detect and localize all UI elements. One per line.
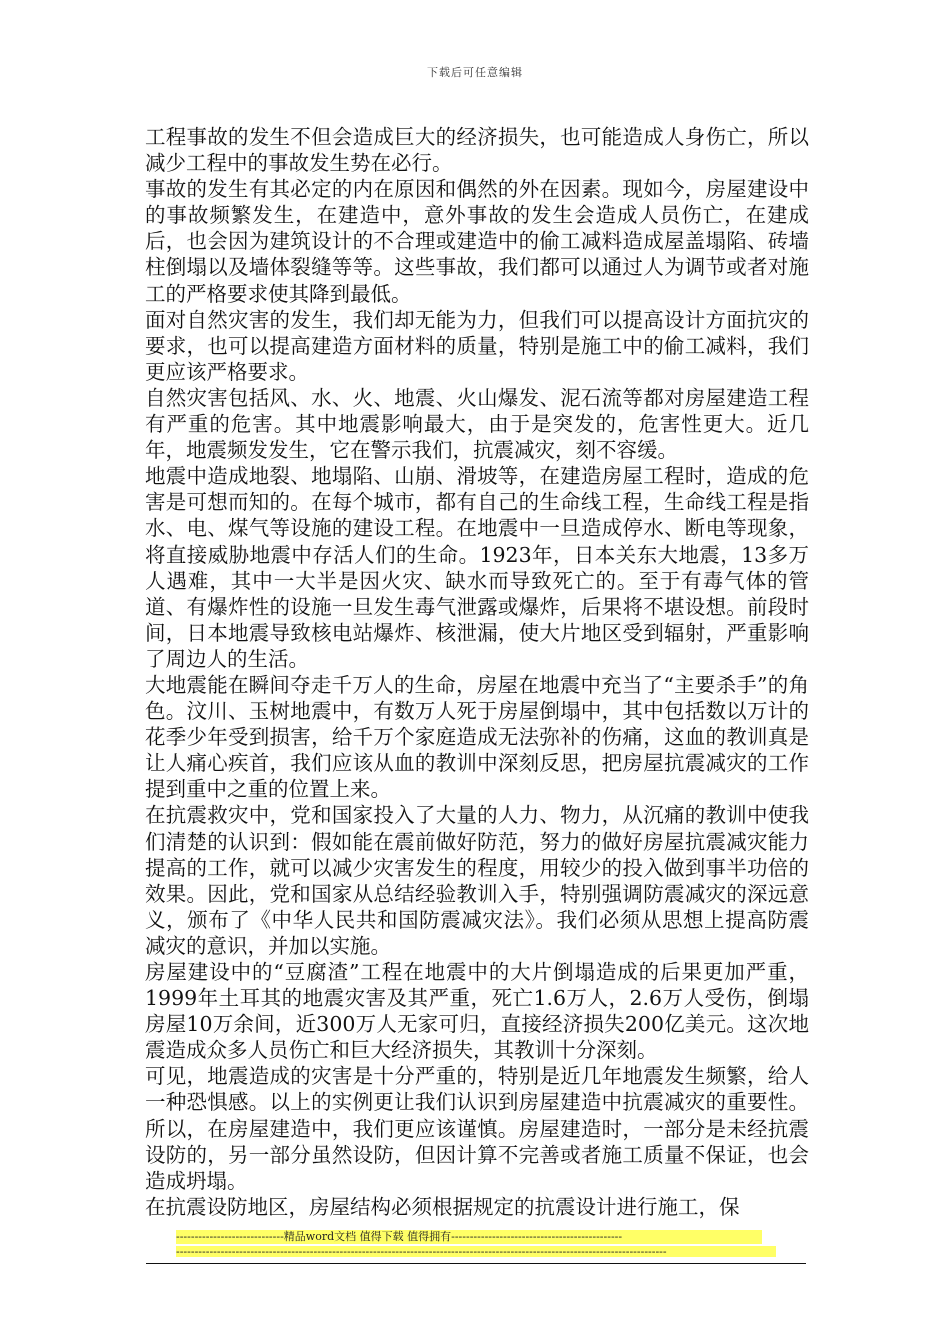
paragraph: 可见，地震造成的灾害是十分严重的，特别是近几年地震发生频繁，给人一种恐惧感。以上的实例更让我们认识到房屋建造中抗震减灾的重要性。所以，在房屋建造中，我们更应该谨慎。房屋建造时，一部分是未经抗震设防的，另一部分虽然设防，但因计算不完善或者施工质量不保证，也会造成坍塌。 bbox=[145, 1064, 809, 1193]
document-body bbox=[145, 124, 809, 1220]
footer-banner-text: -----------------------------精品word文档 值得下载 值得拥有---------------------------------------------- bbox=[176, 1230, 762, 1244]
paragraph: 在抗震救灾中，党和国家投入了大量的人力、物力，从沉痛的教训中使我们清楚的认识到：假如能在震前做好防范，努力的做好房屋抗震减灾能力提高的工作，就可以减少灾害发生的程度，用较少的投入做到事半功倍的效果。因此，党和国家从总结经验教训入手，特别强调防震减灾的深远意义，颁布了《中华人民共和国防震减灾法》。我们必须从思想上提高防震减灾的意识，并加以实施。 bbox=[145, 803, 809, 958]
paragraph: 房屋建设中的“豆腐渣”工程在地震中的大片倒塌造成的后果更加严重，1999年土耳其的地震灾害及其严重，死亡1.6万人，2.6万人受伤，倒塌房屋10万余间，近300万人无家可归，直接经济损失200亿美元。这次地震造成众多人员伤亡和巨大经济损失，其教训十分深刻。 bbox=[145, 960, 809, 1063]
paragraph: 面对自然灾害的发生，我们却无能为力，但我们可以提高设计方面抗灾的要求，也可以提高建造方面材料的质量，特别是施工中的偷工减料，我们更应该严格要求。 bbox=[145, 307, 809, 384]
footer-rule bbox=[146, 1263, 806, 1264]
paragraph: 事故的发生有其必定的内在原因和偶然的外在因素。现如今，房屋建设中的事故频繁发生，在建造中，意外事故的发生会造成人员伤亡，在建成后，也会因为建筑设计的不合理或建造中的偷工减料造成屋盖塌陷、砖墙柱倒塌以及墙体裂缝等等。这些事故，我们都可以通过人为调节或者对施工的严格要求使其降到最低。 bbox=[145, 177, 809, 306]
footer-dashed-line: ------------------------------------------------------------------------------------------------------------------------------------ bbox=[176, 1246, 776, 1257]
paragraph: 地震中造成地裂、地塌陷、山崩、滑坡等，在建造房屋工程时，造成的危害是可想而知的。在每个城市，都有自己的生命线工程，生命线工程是指水、电、煤气等设施的建设工程。在地震中一旦造成停水、断电等现象，将直接威胁地震中存活人们的生命。1923年，日本关东大地震，13多万人遇难，其中一大半是因火灾、缺水而导致死亡的。至于有毒气体的管道、有爆炸性的设施一旦发生毒气泄露或爆炸，后果将不堪设想。前段时间，日本地震导致核电站爆炸、核泄漏，使大片地区受到辐射，严重影响了周边人的生活。 bbox=[145, 464, 809, 671]
header-note: 下载后可任意编辑 bbox=[427, 66, 523, 79]
paragraph: 在抗震设防地区，房屋结构必须根据规定的抗震设计进行施工，保 bbox=[145, 1194, 740, 1219]
paragraph: 大地震能在瞬间夺走千万人的生命，房屋在地震中充当了“主要杀手”的角色。汶川、玉树地震中，有数万人死于房屋倒塌中，其中包括数以万计的花季少年受到损害，给千万个家庭造成无法弥补的伤痛，这血的教训真是让人痛心疾首，我们应该从血的教训中深刻反思，把房屋抗震减灾的工作提到重中之重的位置上来。 bbox=[145, 672, 809, 802]
paragraph: 自然灾害包括风、水、火、地震、火山爆发、泥石流等都对房屋建造工程有严重的危害。其中地震影响最大，由于是突发的，危害性更大。近几年，地震频发发生，它在警示我们，抗震减灾，刻不容缓。 bbox=[145, 385, 809, 463]
paragraph: 工程事故的发生不但会造成巨大的经济损失，也可能造成人身伤亡，所以减少工程中的事故发生势在必行。 bbox=[145, 125, 809, 176]
